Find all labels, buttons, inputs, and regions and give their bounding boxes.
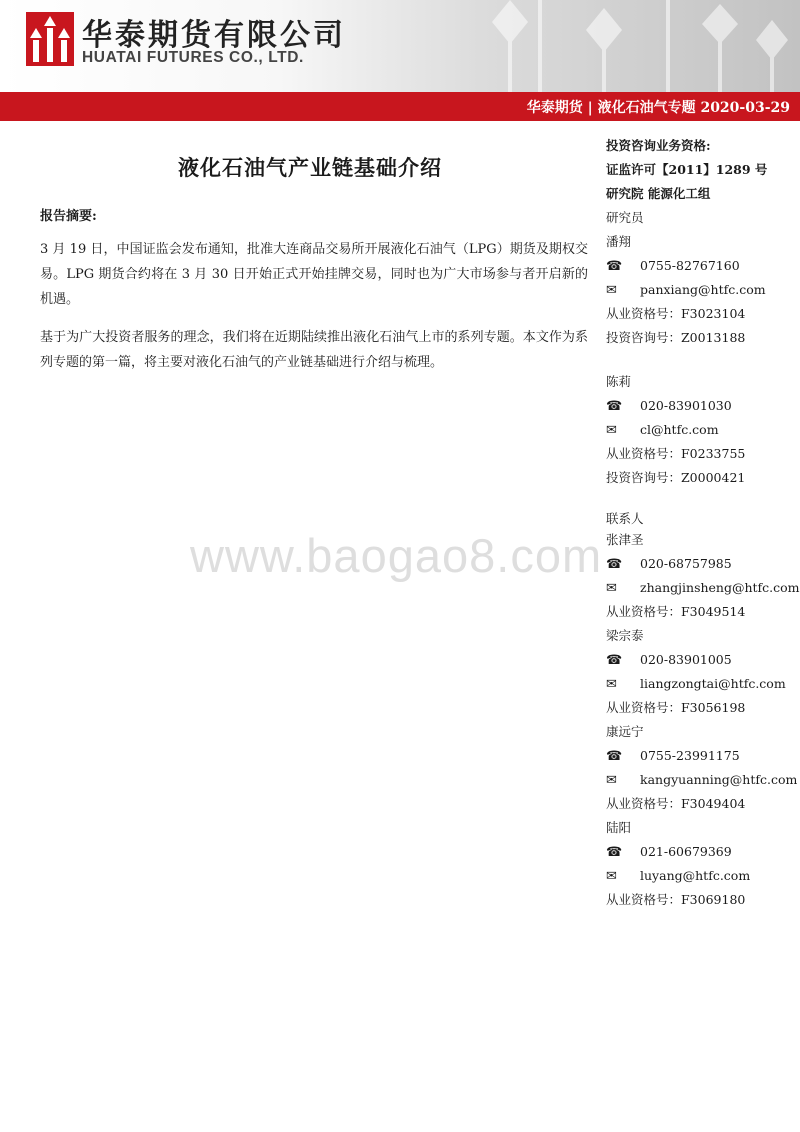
email-icon: ✉ <box>606 869 617 884</box>
email-address[interactable]: cl@htfc.com <box>640 422 719 437</box>
qualification-heading: 投资咨询业务资格: <box>606 138 711 153</box>
phone-row <box>606 554 796 578</box>
email-row <box>606 866 796 890</box>
cert-number: 从业资格号：F3056198 <box>606 700 746 715</box>
phone-icon: ☎ <box>606 653 623 668</box>
huatai-logo-icon <box>26 12 74 66</box>
email-row <box>606 770 796 794</box>
email-address[interactable]: panxiang@htfc.com <box>640 282 766 297</box>
company-name-cn: 华泰期货有限公司 <box>82 18 346 53</box>
contact-label: 联系人 <box>606 511 644 526</box>
email-icon: ✉ <box>606 423 617 438</box>
email-icon: ✉ <box>606 283 617 298</box>
page-header <box>0 0 800 92</box>
phone-row <box>606 842 796 866</box>
phone-icon: ☎ <box>606 749 623 764</box>
phone-icon: ☎ <box>606 259 623 274</box>
cert-number: 从业资格号：F3049404 <box>606 796 746 811</box>
summary-heading: 报告摘要: <box>40 209 97 224</box>
contact-name: 康远宁 <box>606 724 644 739</box>
email-row <box>606 674 796 698</box>
email-icon: ✉ <box>606 773 617 788</box>
report-title: 液化石油气产业链基础介绍 <box>178 155 442 180</box>
email-icon: ✉ <box>606 581 617 596</box>
phone-icon: ☎ <box>606 845 623 860</box>
cert-number: 从业资格号：F0233755 <box>606 446 746 461</box>
contact-name: 张津圣 <box>606 532 644 547</box>
email-address[interactable]: kangyuanning@htfc.com <box>640 772 798 787</box>
summary-paragraph: 基于为广大投资者服务的理念，我们将在近期陆续推出液化石油气上市的系列专题。本文作为系列专题的第一篇，将主要对液化石油气的产业链基础进行介绍与梳理。 <box>40 330 588 370</box>
cert-number: 从业资格号：F3069180 <box>606 892 746 907</box>
cert-number: 从业资格号：F3023104 <box>606 306 746 321</box>
phone-number: 020-83901030 <box>640 398 732 413</box>
advisor-number: 投资咨询号：Z0013188 <box>606 330 746 345</box>
phone-row <box>606 650 796 674</box>
researcher-name: 陈莉 <box>606 374 632 389</box>
email-address[interactable]: liangzongtai@htfc.com <box>640 676 786 691</box>
license-number: 证监许可【2011】1289 号 <box>606 162 768 177</box>
email-address[interactable]: zhangjinsheng@htfc.com <box>640 580 800 595</box>
watermark: www.baogao8.com <box>190 529 603 582</box>
email-row <box>606 578 800 602</box>
phone-number: 0755-23991175 <box>640 748 740 763</box>
contact-name: 陆阳 <box>606 820 632 835</box>
summary-paragraph: 3 月 19 日，中国证监会发布通知，批准大连商品交易所开展液化石油气（LPG）期货及期权交易。LPG 期货合约将在 3 月 30 日开始正式开始挂牌交易，同时也为广大市场参与者开启新的机遇。 <box>40 242 588 307</box>
phone-number: 0755-82767160 <box>640 258 740 273</box>
phone-icon: ☎ <box>606 557 623 572</box>
email-row <box>606 280 796 304</box>
phone-row <box>606 746 796 770</box>
researcher-label: 研究员 <box>606 210 644 225</box>
header-decoration <box>470 0 800 92</box>
analyst-sidebar <box>606 136 800 914</box>
email-address[interactable]: luyang@htfc.com <box>640 868 751 883</box>
contact-name: 梁宗泰 <box>606 628 644 643</box>
phone-number: 020-83901005 <box>640 652 732 667</box>
company-name-en: HUATAI FUTURES CO., LTD. <box>82 49 304 66</box>
phone-row <box>606 396 796 420</box>
phone-number: 020-68757985 <box>640 556 732 571</box>
phone-icon: ☎ <box>606 399 623 414</box>
cert-number: 从业资格号：F3049514 <box>606 604 746 619</box>
email-icon: ✉ <box>606 677 617 692</box>
report-tag: 华泰期货 | 液化石油气专题 2020-03-29 <box>526 100 790 116</box>
report-tag-bar <box>0 92 800 121</box>
advisor-number: 投资咨询号：Z0000421 <box>606 470 746 485</box>
phone-row <box>606 256 796 280</box>
department: 研究院 能源化工组 <box>606 186 711 201</box>
researcher-name: 潘翔 <box>606 234 632 249</box>
phone-number: 021-60679369 <box>640 844 732 859</box>
email-row <box>606 420 796 444</box>
